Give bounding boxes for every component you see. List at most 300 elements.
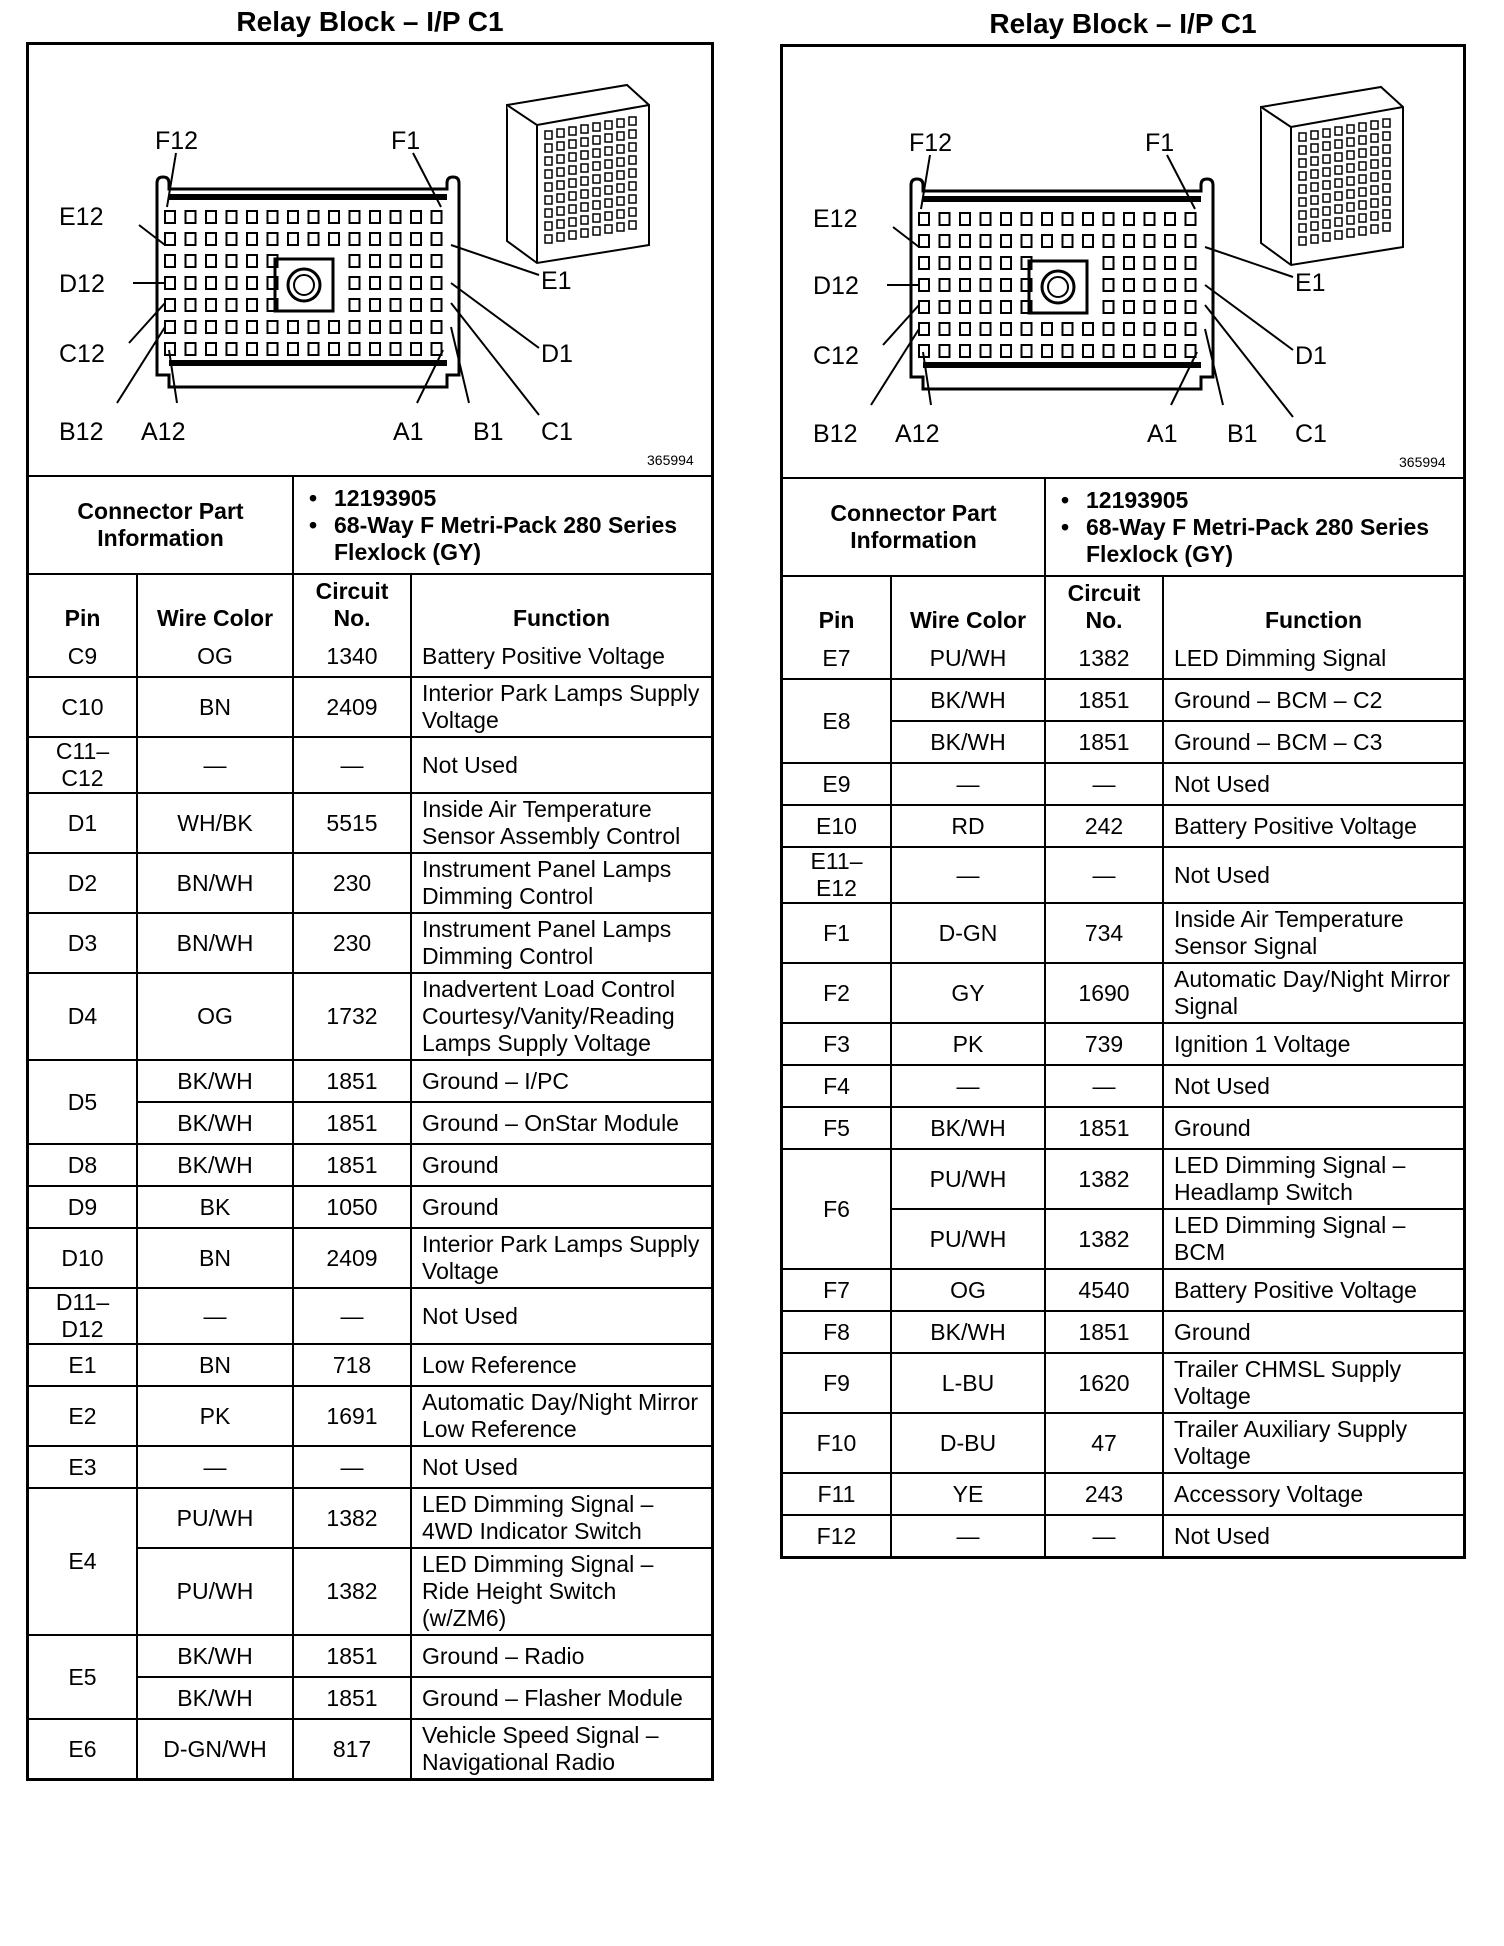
table-row <box>29 1144 711 1186</box>
table-row <box>783 847 1463 903</box>
wire-color-cell: BK/WH <box>891 721 1045 763</box>
wire-color-cell: BK/WH <box>891 1311 1045 1353</box>
pin-cell: E4 <box>29 1488 137 1635</box>
right-connector-diagram <box>783 47 1463 479</box>
left-connector-diagram <box>29 45 711 477</box>
function-cell: Ignition 1 Voltage <box>1163 1023 1463 1065</box>
function-cell: Ground <box>411 1144 711 1186</box>
cavity <box>411 277 421 289</box>
cavity <box>1124 213 1134 225</box>
pin-cell: E5 <box>29 1635 137 1719</box>
iso-cavity <box>1347 125 1354 133</box>
table-row <box>783 1353 1463 1413</box>
cavity <box>981 345 991 357</box>
cavity <box>1001 279 1011 291</box>
cavity <box>227 233 237 245</box>
cavity <box>247 277 257 289</box>
cavity <box>227 321 237 333</box>
iso-cavity <box>569 166 576 174</box>
iso-cavity <box>629 117 636 125</box>
iso-cavity <box>1335 192 1342 200</box>
wire-color-cell: GY <box>891 963 1045 1023</box>
circuit-cell: — <box>293 1446 411 1488</box>
wire-color-cell: PU/WH <box>891 1149 1045 1209</box>
iso-cavity <box>1383 119 1390 127</box>
iso-cavity <box>1383 158 1390 166</box>
wire-color-cell: BK/WH <box>137 1635 293 1677</box>
cavity <box>165 277 175 289</box>
cavity <box>960 323 970 335</box>
cavity <box>227 255 237 267</box>
circuit-cell: — <box>1045 1515 1163 1556</box>
iso-cavity <box>1311 222 1318 230</box>
cavity <box>1063 213 1073 225</box>
cavity <box>1042 213 1052 225</box>
iso-cavity <box>1311 209 1318 217</box>
cavity <box>268 211 278 223</box>
wire-color-cell: WH/BK <box>137 793 293 853</box>
pin-cell: F3 <box>783 1023 891 1065</box>
circuit-cell: 1382 <box>1045 638 1163 679</box>
cavity <box>1063 345 1073 357</box>
connector-info-items <box>293 477 711 573</box>
cavity <box>1083 235 1093 247</box>
circuit-cell: 1851 <box>1045 721 1163 763</box>
iso-cavity <box>629 130 636 138</box>
pin-cell: F10 <box>783 1413 891 1473</box>
cavity <box>1186 323 1196 335</box>
table-row <box>783 763 1463 805</box>
table-row <box>783 1413 1463 1473</box>
label-b12: B12 <box>813 420 858 448</box>
cavity <box>432 299 442 311</box>
function-cell: Interior Park Lamps Supply Voltage <box>411 1228 711 1288</box>
iso-cavity <box>629 156 636 164</box>
header-circuit: Circuit No. <box>293 574 411 636</box>
circuit-cell: 718 <box>293 1344 411 1386</box>
iso-cavity <box>1299 185 1306 193</box>
circuit-cell: 47 <box>1045 1413 1163 1473</box>
pin-cell: F8 <box>783 1311 891 1353</box>
cavity <box>1001 301 1011 313</box>
center-latch-hole <box>288 269 320 301</box>
iso-cavity <box>557 233 564 241</box>
iso-cavity <box>617 158 624 166</box>
iso-cavity <box>557 142 564 150</box>
function-cell: Not Used <box>411 1446 711 1488</box>
label-b1: B1 <box>473 418 504 446</box>
iso-cavity <box>569 192 576 200</box>
table-row <box>29 1288 711 1344</box>
iso-cavity <box>1299 133 1306 141</box>
circuit-cell: 1382 <box>1045 1149 1163 1209</box>
iso-cavity <box>1371 173 1378 181</box>
cavity <box>432 233 442 245</box>
pin-cell: D8 <box>29 1144 137 1186</box>
cavity <box>1042 323 1052 335</box>
iso-cavity <box>1371 225 1378 233</box>
cavity <box>411 321 421 333</box>
iso-cavity <box>1371 186 1378 194</box>
cavity <box>206 233 216 245</box>
iso-cavity <box>1371 160 1378 168</box>
circuit-cell: 1851 <box>293 1677 411 1719</box>
cavity <box>1145 323 1155 335</box>
cavity <box>981 279 991 291</box>
cavity <box>1186 301 1196 313</box>
header-pin: Pin <box>29 574 137 636</box>
left-frame <box>26 42 714 1781</box>
wire-color-cell: — <box>137 1446 293 1488</box>
pin-cell: F1 <box>783 903 891 963</box>
function-cell: Automatic Day/Night Mirror Low Reference <box>411 1386 711 1446</box>
cavity <box>370 233 380 245</box>
iso-cavity <box>581 203 588 211</box>
iso-cavity <box>1311 183 1318 191</box>
cavity <box>960 301 970 313</box>
cavity <box>1165 257 1175 269</box>
wire-color-cell: BK/WH <box>891 679 1045 721</box>
pin-cell: E7 <box>783 638 891 679</box>
table-row <box>29 636 711 677</box>
function-cell: Not Used <box>1163 847 1463 903</box>
cavity <box>1001 323 1011 335</box>
iso-cavity <box>1347 229 1354 237</box>
iso-cavity <box>1335 218 1342 226</box>
circuit-cell: 1732 <box>293 973 411 1060</box>
cavity <box>309 233 319 245</box>
cavity <box>981 301 991 313</box>
iso-cavity <box>1335 231 1342 239</box>
function-cell: Interior Park Lamps Supply Voltage <box>411 677 711 737</box>
cavity <box>186 233 196 245</box>
wire-color-cell: BK <box>137 1186 293 1228</box>
iso-cavity <box>1359 123 1366 131</box>
iso-cavity <box>1383 145 1390 153</box>
circuit-cell: 1382 <box>293 1488 411 1548</box>
circuit-cell: 739 <box>1045 1023 1163 1065</box>
function-cell: Automatic Day/Night Mirror Signal <box>1163 963 1463 1023</box>
wire-color-cell: BK/WH <box>137 1144 293 1186</box>
function-cell: LED Dimming Signal – 4WD Indicator Switch <box>411 1488 711 1548</box>
circuit-cell: 1050 <box>293 1186 411 1228</box>
circuit-cell: 1382 <box>293 1548 411 1635</box>
iso-cavity <box>617 145 624 153</box>
cavity <box>350 277 360 289</box>
cavity <box>350 211 360 223</box>
cavity <box>1104 235 1114 247</box>
circuit-cell: — <box>293 1288 411 1344</box>
cavity <box>1165 323 1175 335</box>
pin-cell: F5 <box>783 1107 891 1149</box>
cavity <box>940 235 950 247</box>
function-cell: Ground <box>1163 1107 1463 1149</box>
cavity <box>247 299 257 311</box>
label-d1: D1 <box>1295 342 1327 370</box>
wire-color-cell: YE <box>891 1473 1045 1515</box>
header-pin: Pin <box>783 576 891 638</box>
function-cell: Accessory Voltage <box>1163 1473 1463 1515</box>
table-row <box>29 737 711 793</box>
function-cell: Instrument Panel Lamps Dimming Control <box>411 913 711 973</box>
wire-color-cell: L-BU <box>891 1353 1045 1413</box>
header-wire-color: Wire Color <box>891 576 1045 638</box>
circuit-cell: 1851 <box>293 1102 411 1144</box>
cavity <box>432 255 442 267</box>
cavity <box>960 257 970 269</box>
cavity <box>309 343 319 355</box>
cavity <box>309 321 319 333</box>
cavity <box>309 211 319 223</box>
connector-face-svg <box>29 45 711 475</box>
cavity <box>186 321 196 333</box>
cavity <box>391 233 401 245</box>
cavity <box>186 343 196 355</box>
cavity <box>1083 213 1093 225</box>
function-cell: LED Dimming Signal – Ride Height Switch (w/ZM6) <box>411 1548 711 1635</box>
iso-cavity <box>1323 207 1330 215</box>
table-row <box>29 853 711 913</box>
iso-cavity <box>593 214 600 222</box>
label-f1: F1 <box>391 127 421 155</box>
left-panel <box>26 0 714 1781</box>
iso-cavity <box>581 177 588 185</box>
iso-cavity <box>1323 155 1330 163</box>
label-d1: D1 <box>541 340 573 368</box>
cavity <box>1186 257 1196 269</box>
iso-cavity <box>617 171 624 179</box>
cavity <box>960 235 970 247</box>
label-e1: E1 <box>1295 269 1326 297</box>
cavity <box>186 255 196 267</box>
cavity <box>1104 257 1114 269</box>
table-row <box>29 973 711 1060</box>
pin-cell: D5 <box>29 1060 137 1144</box>
cavity-grid <box>919 213 1196 357</box>
cavity <box>940 345 950 357</box>
cavity <box>206 211 216 223</box>
label-f12: F12 <box>909 129 953 157</box>
circuit-cell: 4540 <box>1045 1269 1163 1311</box>
iso-cavity <box>617 119 624 127</box>
connector-info-label: Connector Part Information <box>29 477 293 573</box>
label-a1: A1 <box>393 418 424 446</box>
iso-cavity <box>1347 151 1354 159</box>
iso-cavity <box>1335 166 1342 174</box>
circuit-cell: 242 <box>1045 805 1163 847</box>
iso-cavity <box>1311 131 1318 139</box>
cavity <box>1022 213 1032 225</box>
iso-cavity <box>545 196 552 204</box>
cavity <box>1186 213 1196 225</box>
iso-cavity <box>545 170 552 178</box>
iso-cavity <box>1299 237 1306 245</box>
cavity <box>919 301 929 313</box>
iso-cavity <box>593 227 600 235</box>
iso-cavity <box>581 190 588 198</box>
circuit-cell: 2409 <box>293 677 411 737</box>
circuit-cell: 1690 <box>1045 963 1163 1023</box>
cavity <box>391 299 401 311</box>
cavity <box>288 211 298 223</box>
circuit-cell: 1851 <box>293 1635 411 1677</box>
cavity <box>1186 345 1196 357</box>
iso-cavity <box>569 153 576 161</box>
iso-cavity <box>1371 121 1378 129</box>
wire-color-cell: BK/WH <box>137 1677 293 1719</box>
table-row <box>783 679 1463 721</box>
function-cell: Trailer Auxiliary Supply Voltage <box>1163 1413 1463 1473</box>
pin-cell: E2 <box>29 1386 137 1446</box>
cavity <box>1083 323 1093 335</box>
iso-cavity <box>545 222 552 230</box>
center-latch <box>275 259 333 311</box>
pin-cell: E8 <box>783 679 891 763</box>
cavity <box>1186 279 1196 291</box>
pin-cell: D4 <box>29 973 137 1060</box>
part-number: • 12193905 <box>1086 487 1463 514</box>
pin-cell: D2 <box>29 853 137 913</box>
cavity <box>329 343 339 355</box>
function-cell: Not Used <box>1163 763 1463 805</box>
label-d12: D12 <box>59 270 105 298</box>
cavity <box>227 277 237 289</box>
cavity <box>329 321 339 333</box>
iso-cavity <box>629 182 636 190</box>
cavity <box>432 343 442 355</box>
cavity <box>940 301 950 313</box>
iso-cavity <box>1359 162 1366 170</box>
cavity <box>1104 345 1114 357</box>
label-e12: E12 <box>59 203 104 231</box>
label-a12: A12 <box>141 418 186 446</box>
cavity <box>1124 279 1134 291</box>
iso-cavity <box>617 223 624 231</box>
left-connector-info <box>29 477 711 573</box>
iso-cavity <box>1359 175 1366 183</box>
iso-cavity <box>545 209 552 217</box>
wire-color-cell: PU/WH <box>137 1488 293 1548</box>
cavity <box>1063 235 1073 247</box>
cavity <box>165 299 175 311</box>
function-cell: Ground – Flasher Module <box>411 1677 711 1719</box>
table-row <box>783 1269 1463 1311</box>
label-c1: C1 <box>1295 420 1327 448</box>
cavity <box>981 235 991 247</box>
right-panel <box>780 0 1466 1559</box>
label-f1: F1 <box>1145 129 1175 157</box>
iso-cavity <box>1335 153 1342 161</box>
iso-cavity <box>1299 211 1306 219</box>
part-number: • 12193905 <box>334 485 711 512</box>
wire-color-cell: PU/WH <box>137 1548 293 1635</box>
wire-color-cell: D-GN <box>891 903 1045 963</box>
iso-cavity <box>557 220 564 228</box>
iso-cavity <box>1323 168 1330 176</box>
cavity <box>329 211 339 223</box>
cavity <box>432 211 442 223</box>
function-cell: Not Used <box>411 1288 711 1344</box>
circuit-cell: 1851 <box>1045 679 1163 721</box>
cavity <box>981 257 991 269</box>
iso-cavity <box>617 197 624 205</box>
cavity <box>1042 345 1052 357</box>
iso-cavity <box>1335 140 1342 148</box>
pin-cell: F11 <box>783 1473 891 1515</box>
circuit-cell: — <box>293 737 411 793</box>
cavity <box>411 211 421 223</box>
table-row <box>29 1446 711 1488</box>
table-row <box>29 1228 711 1288</box>
function-cell: Inadvertent Load Control Courtesy/Vanity/Reading Lamps Supply Voltage <box>411 973 711 1060</box>
cavity <box>370 321 380 333</box>
wire-color-cell: PK <box>137 1386 293 1446</box>
pin-cell: F9 <box>783 1353 891 1413</box>
right-connector-info <box>783 479 1463 575</box>
iso-cavity <box>1323 129 1330 137</box>
connector-description: • 68-Way F Metri-Pack 280 Series Flexlock (GY) <box>1086 514 1463 568</box>
iso-cavity <box>593 188 600 196</box>
circuit-cell: 1851 <box>293 1060 411 1102</box>
wire-color-cell: D-GN/WH <box>137 1719 293 1778</box>
wire-color-cell: — <box>891 763 1045 805</box>
circuit-cell: 1620 <box>1045 1353 1163 1413</box>
iso-cavity <box>1371 134 1378 142</box>
iso-cavity <box>1347 216 1354 224</box>
cavity <box>350 255 360 267</box>
cavity <box>186 211 196 223</box>
table-row <box>29 1488 711 1548</box>
wire-color-cell: BN <box>137 677 293 737</box>
cavity <box>919 213 929 225</box>
cavity <box>227 211 237 223</box>
function-cell: LED Dimming Signal – Headlamp Switch <box>1163 1149 1463 1209</box>
iso-cavity <box>569 140 576 148</box>
iso-cavity <box>593 149 600 157</box>
right-pin-table <box>783 575 1463 1556</box>
cavity <box>391 211 401 223</box>
iso-cavity <box>605 121 612 129</box>
iso-cavity <box>581 164 588 172</box>
iso-cavity <box>1299 159 1306 167</box>
iso-cavity <box>557 207 564 215</box>
iso-cavity <box>593 175 600 183</box>
iso-cavity <box>1299 172 1306 180</box>
cavity <box>1124 323 1134 335</box>
function-cell: Not Used <box>1163 1515 1463 1556</box>
iso-cavity <box>617 184 624 192</box>
circuit-cell: 1691 <box>293 1386 411 1446</box>
function-cell: Ground – Radio <box>411 1635 711 1677</box>
table-row <box>783 1065 1463 1107</box>
cavity <box>206 343 216 355</box>
label-a1: A1 <box>1147 420 1178 448</box>
iso-cavity <box>1371 212 1378 220</box>
cavity <box>227 299 237 311</box>
cavity <box>432 277 442 289</box>
pin-cell: F4 <box>783 1065 891 1107</box>
iso-cavity <box>569 231 576 239</box>
cavity <box>1063 323 1073 335</box>
right-title: Relay Block – I/P C1 <box>989 8 1257 39</box>
connector-iso-icon <box>507 85 649 263</box>
cavity <box>1145 257 1155 269</box>
figure-ref: 365994 <box>1399 454 1446 470</box>
cavity <box>940 323 950 335</box>
iso-cavity <box>605 225 612 233</box>
iso-cavity <box>1335 205 1342 213</box>
iso-cavity <box>569 218 576 226</box>
